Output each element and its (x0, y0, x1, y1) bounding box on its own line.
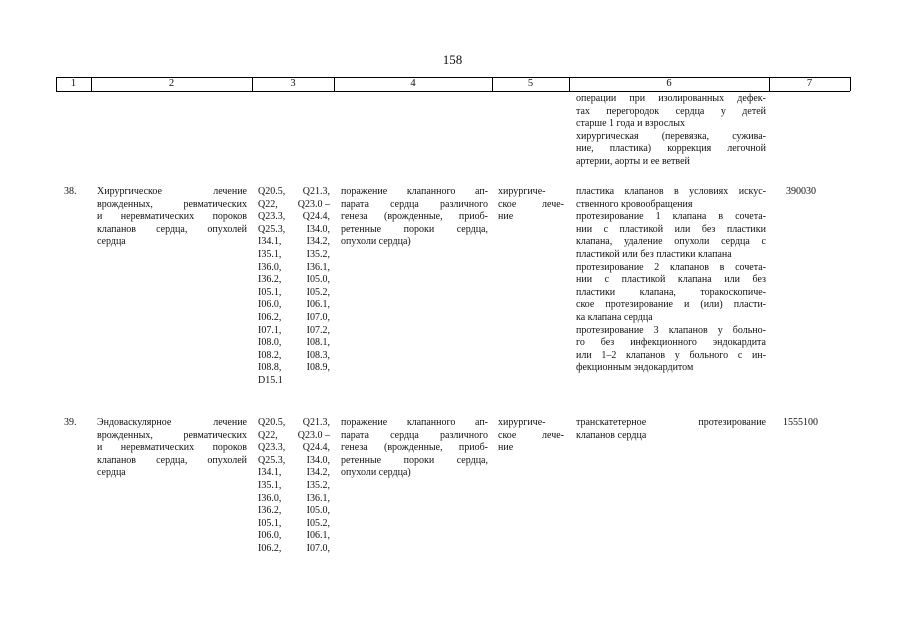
patient-model (341, 186, 488, 249)
code-line: I35.1, I35.2, (258, 248, 330, 260)
text-line: ское протезирование и (или) пласти- (576, 299, 766, 311)
code-line: I36.2, I05.0, (258, 505, 330, 517)
text-line: Хирургическое лечение (97, 186, 247, 197)
code-line: I36.0, I36.1, (258, 261, 330, 273)
text-line: нии с пластикой клапана или без (576, 274, 766, 286)
text-line: ние (498, 442, 514, 454)
code-line: I05.1, I05.2, (258, 517, 330, 529)
code-line: I36.0, I36.1, (258, 492, 330, 504)
row-number: 38. (64, 186, 77, 197)
text-line: ка клапана сердца (576, 311, 653, 323)
treatment-method (576, 186, 766, 375)
column-header-5: 5 (527, 78, 534, 89)
text-line: клапанов сердца, опухолей (97, 454, 247, 466)
column-header-4: 4 (410, 78, 416, 89)
code-line: Q20.5, Q21.3, (258, 186, 330, 197)
text-line: ние (498, 211, 514, 223)
text-line: ское лече- (498, 198, 564, 210)
text-line: клапанов сердца, опухолей (97, 223, 247, 235)
code-line: Q22, Q23.0 – (258, 198, 330, 210)
column-header-1: 1 (70, 78, 77, 89)
code-line: I08.8, I08.9, (258, 362, 330, 374)
code-line: Q20.5, Q21.3, (258, 417, 330, 428)
text-line: ственного кровообращения (576, 198, 693, 210)
text-line: протезирование 2 клапанов в сочета- (576, 261, 766, 273)
text-line: ретенные пороки сердца, (341, 454, 488, 466)
text-line: поражение клапанного ап- (341, 417, 488, 428)
text-line: клапанов сердца (576, 429, 647, 441)
text-line: тах перегородок сердца у детей (576, 105, 766, 117)
text-line: протезирование 1 клапана в сочета- (576, 211, 766, 223)
code-line: I07.1, I07.2, (258, 324, 330, 336)
code-line: I36.2, I05.0, (258, 274, 330, 286)
text-line: сердца (97, 467, 126, 479)
code-line: Q23.3, Q24.4, (258, 211, 330, 223)
code-line: I06.0, I06.1, (258, 530, 330, 542)
treatment-type (498, 417, 564, 455)
text-line: фекционным эндокардитом (576, 362, 694, 374)
icd-codes (258, 417, 330, 556)
column-header-3: 3 (290, 78, 296, 89)
text-line: поражение клапанного ап- (341, 186, 488, 197)
column-header-7: 7 (806, 78, 813, 89)
header-bottom-border (56, 91, 850, 92)
text-line: транскатетерное протезирование (576, 417, 766, 428)
text-line: ское лече- (498, 429, 564, 441)
treatment-method (576, 417, 766, 442)
treatment-type (498, 186, 564, 224)
text-line: опухоли сердца) (341, 467, 411, 479)
column-header-6: 6 (666, 78, 672, 89)
text-line: и неревматических пороков (97, 211, 247, 223)
text-line: врожденных, ревматических (97, 429, 247, 441)
code-line: Q22, Q23.0 – (258, 429, 330, 441)
cost-value: 1555100 (783, 417, 818, 428)
procedure-name (97, 186, 247, 249)
column-header-2: 2 (168, 78, 175, 89)
text-line: пластики клапана, торакоскопиче- (576, 286, 766, 298)
text-line: генеза (врожденные, приоб- (341, 211, 488, 223)
column-divider (850, 77, 851, 91)
code-line: Q23.3, Q24.4, (258, 442, 330, 454)
text-line: хирургическая (перевязка, сужива- (576, 130, 766, 142)
text-line: старше 1 года и взрослых (576, 118, 686, 130)
text-line: го без инфекционного эндокардита (576, 337, 766, 349)
text-line: или 1–2 клапанов у больного с ин- (576, 349, 766, 361)
code-line: Q25.3, I34.0, (258, 223, 330, 235)
text-line: операции при изолированных дефек- (576, 93, 766, 104)
text-line: клапана, удаление опухоли сердца с (576, 236, 766, 248)
cost-value: 390030 (786, 186, 816, 197)
text-line: и неревматических пороков (97, 442, 247, 454)
code-line: I34.1, I34.2, (258, 467, 330, 479)
text-line: сердца (97, 236, 126, 248)
text-line: генеза (врожденные, приоб- (341, 442, 488, 454)
icd-codes (258, 186, 330, 388)
text-line: артерии, аорты и ее ветвей (576, 155, 690, 167)
text-line: ние, пластика) коррекция легочной (576, 143, 766, 155)
text-line: Эндоваскулярное лечение (97, 417, 247, 428)
text-line: хирургиче- (498, 186, 546, 197)
text-line: пластикой или без пластики клапана (576, 248, 732, 260)
text-line: пластика клапанов в условиях искус- (576, 186, 766, 197)
text-line: ретенные пороки сердца, (341, 223, 488, 235)
code-line: I08.0, I08.1, (258, 337, 330, 349)
code-line: I08.2, I08.3, (258, 349, 330, 361)
code-line: I06.0, I06.1, (258, 299, 330, 311)
procedure-name (97, 417, 247, 480)
continuation-methods (576, 93, 766, 169)
patient-model (341, 417, 488, 480)
text-line: врожденных, ревматических (97, 198, 247, 210)
text-line: хирургиче- (498, 417, 546, 428)
text-line: опухоли сердца) (341, 236, 411, 248)
code-line: D15.1 (258, 374, 283, 386)
row-number: 39. (64, 417, 77, 428)
page-number: 158 (442, 52, 463, 67)
text-line: нии с пластикой или без пластики (576, 223, 766, 235)
text-line: парата сердца различного (341, 198, 488, 210)
code-line: I35.1, I35.2, (258, 479, 330, 491)
text-line: парата сердца различного (341, 429, 488, 441)
code-line: I06.2, I07.0, (258, 311, 330, 323)
code-line: I06.2, I07.0, (258, 542, 330, 554)
code-line: I05.1, I05.2, (258, 286, 330, 298)
code-line: I34.1, I34.2, (258, 236, 330, 248)
code-line: Q25.3, I34.0, (258, 454, 330, 466)
text-line: протезирование 3 клапанов у больно- (576, 324, 766, 336)
